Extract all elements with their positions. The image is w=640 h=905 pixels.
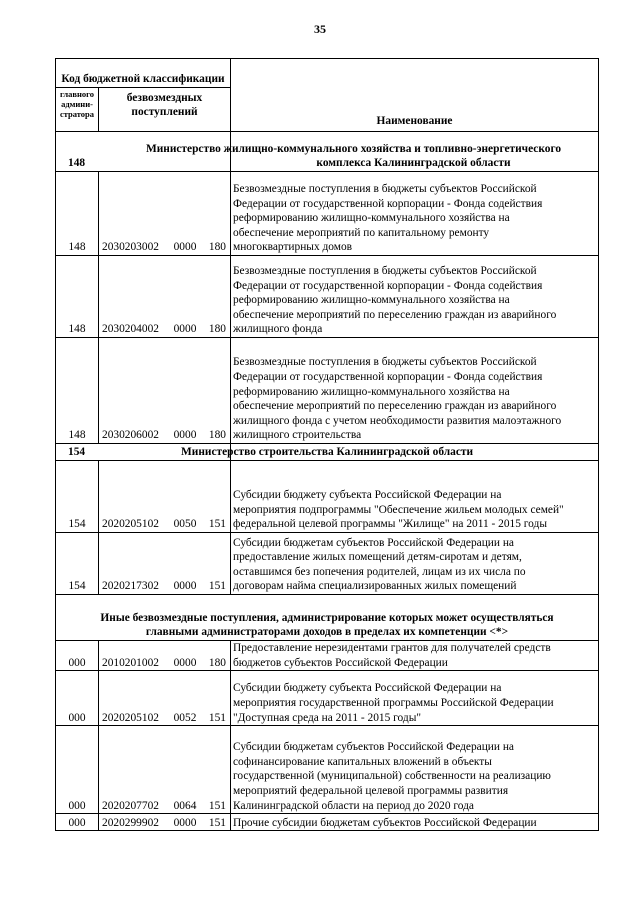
table-row: 148 2030203002 0000 180 Безвозмездные поступления в бюджеты субъектов Российской Федерации от государственной корпорации - Фонда содействия реформированию жилищно-коммунального хозяйства на обеспечение мероприятий по капитальному ремонту многоквартирных домов — [56, 172, 599, 256]
budget-classification-table — [55, 58, 599, 831]
section-154-admin: 154 — [56, 444, 231, 461]
header-revenue: безвозмездных поступлений — [99, 88, 231, 132]
section-148-row — [56, 132, 599, 172]
table-row: 000 2020205102 0052 151 Субсидии бюджету субъекта Российской Федерации на мероприятия государственной программы Российской Федерации "Доступная среда на 2011 - 2015 годы" — [56, 671, 599, 726]
header-code-group: Код бюджетной классификации — [56, 59, 231, 88]
table-row: 154 2020205102 0050 151 Субсидии бюджету субъекта Российской Федерации на мероприятия подпрограммы "Обеспечение жильем молодых семей" федеральной целевой программы "Жилище" на 2011 - 2015 годы — [56, 461, 599, 533]
table-row: 148 2030206002 0000 180 Безвозмездные поступления в бюджеты субъектов Российской Федерации от государственной корпорации - Фонда содействия реформированию жилищно-коммунального хозяйства на обеспечение мероприятий по переселению граждан из аварийного жилищного фонда с учетом необходимости развития малоэтажного жилищного строительства — [56, 338, 599, 444]
table-row: 000 2010201002 0000 180 Предоставление нерезидентами грантов для получателей средств бюджетов субъектов Российской Федерации — [56, 641, 599, 671]
section-154-title: Министерство строительства Калининградской области — [231, 444, 599, 461]
header-row-top — [56, 59, 599, 88]
section-other-row — [56, 595, 599, 641]
section-148-admin: 148 — [56, 132, 231, 172]
header-admin: главного админи- стратора — [56, 88, 99, 132]
section-148-title: Министерство жилищно-коммунального хозяйства и топливно-энергетического комплекса Калининградской области — [231, 132, 599, 172]
section-other-title: Иные безвозмездные поступления, администрирование которых может осуществляться главными администраторами доходов в пределах их компетенции <*> — [56, 595, 599, 641]
table-row: 148 2030204002 0000 180 Безвозмездные поступления в бюджеты субъектов Российской Федерации от государственной корпорации - Фонда содействия реформированию жилищно-коммунального хозяйства на обеспечение мероприятий по переселению граждан из аварийного жилищного фонда — [56, 256, 599, 338]
page-number: 35 — [314, 22, 326, 36]
table-row: 000 2020207702 0064 151 Субсидии бюджетам субъектов Российской Федерации на софинансирование капитальных вложений в объекты государственной (муниципальной) собственности на реализацию мероприятий федеральной целевой программы развития Калининградской области на период до 2020 года — [56, 726, 599, 814]
table-row: 154 2020217302 0000 151 Субсидии бюджетам субъектов Российской Федерации на предоставление жилых помещений детям-сиротам и детям, оставшимся без попечения родителей, лицам из их числа по договорам найма специализированных жилых помещений — [56, 533, 599, 595]
table-row: 000 2020299902 0000 151 Прочие субсидии бюджетам субъектов Российской Федерации — [56, 814, 599, 831]
section-154-row — [56, 444, 599, 461]
header-name: Наименование — [231, 59, 599, 132]
